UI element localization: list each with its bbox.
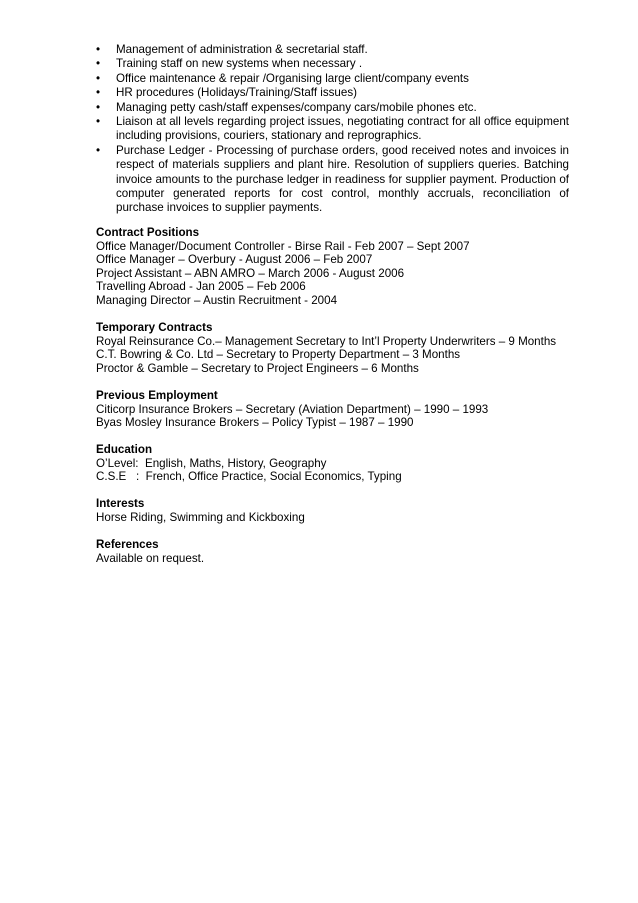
list-item (96, 115, 569, 144)
contract-positions-section (96, 226, 596, 308)
contract-position-line: Travelling Abroad - Jan 2005 – Feb 2006 (96, 280, 306, 294)
section-heading: References (96, 538, 159, 551)
contract-position-line: Office Manager – Overbury - August 2006 – Feb 2007 (96, 253, 373, 267)
contract-position-line: Project Assistant – ABN AMRO – March 2006 - August 2006 (96, 266, 405, 280)
previous-employment-section (96, 389, 596, 430)
bullet-icon: • (96, 86, 101, 100)
duty-text: Training staff on new systems when necessary . (116, 57, 363, 71)
section-heading: Previous Employment (96, 389, 218, 402)
duty-text: Purchase Ledger - Processing of purchase orders, good received notes and invoices in respect of materials suppliers and plant hire. Resolution of suppliers queries. Batching invoice amounts to the purchase ledger in readiness for supplier payment. Production of computer generated reports for cost control, monthly accruals, reconciliation of purchase invoices to supplier payments. (116, 143, 569, 215)
contract-position-line: Office Manager/Document Controller - Birse Rail - Feb 2007 – Sept 2007 (96, 239, 470, 253)
bullet-icon: • (96, 43, 101, 56)
previous-employment-line: Byas Mosley Insurance Brokers – Policy Typist – 1987 – 1990 (96, 416, 414, 430)
references-line: Available on request. (96, 551, 205, 565)
temporary-contract-line: Proctor & Gamble – Secretary to Project Engineers – 6 Months (96, 361, 419, 375)
section-heading: Education (96, 443, 153, 456)
duties-list (96, 43, 569, 216)
bullet-icon: • (96, 71, 101, 85)
list-item (96, 86, 569, 100)
list-item (96, 72, 569, 86)
bullet-icon: • (96, 57, 101, 71)
list-item (96, 57, 569, 71)
section-heading: Interests (96, 497, 145, 510)
references-section (96, 538, 596, 565)
duty-text: Liaison at all levels regarding project issues, negotiating contract for all office equipment including provisions, couriers, stationary and reprographics. (116, 115, 569, 143)
bullet-icon: • (96, 143, 101, 157)
list-item (96, 101, 569, 115)
education-line: C.S.E : French, Office Practice, Social Economics, Typing (96, 470, 402, 484)
interests-line: Horse Riding, Swimming and Kickboxing (96, 510, 305, 524)
bullet-icon: • (96, 100, 101, 114)
list-item (96, 144, 569, 216)
duty-text: Management of administration & secretarial staff. (116, 43, 368, 56)
temporary-contract-line: C.T. Bowring & Co. Ltd – Secretary to Property Department – 3 Months (96, 348, 461, 362)
list-item (96, 43, 569, 57)
duty-text: Office maintenance & repair /Organising large client/company events (116, 71, 469, 85)
contract-position-line: Managing Director – Austin Recruitment - 2004 (96, 293, 338, 307)
education-line: O’Level: English, Maths, History, Geography (96, 456, 327, 470)
education-section (96, 443, 596, 484)
temporary-contracts-section (96, 321, 596, 375)
duty-text: Managing petty cash/staff expenses/company cars/mobile phones etc. (116, 100, 477, 114)
duty-text: HR procedures (Holidays/Training/Staff issues) (116, 86, 357, 100)
previous-employment-line: Citicorp Insurance Brokers – Secretary (Aviation Department) – 1990 – 1993 (96, 402, 489, 416)
section-heading: Contract Positions (96, 226, 200, 239)
section-heading: Temporary Contracts (96, 321, 213, 334)
bullet-icon: • (96, 115, 101, 129)
temporary-contract-line: Royal Reinsurance Co.– Management Secretary to Int’l Property Underwriters – 9 Months (96, 334, 557, 348)
interests-section (96, 497, 596, 524)
